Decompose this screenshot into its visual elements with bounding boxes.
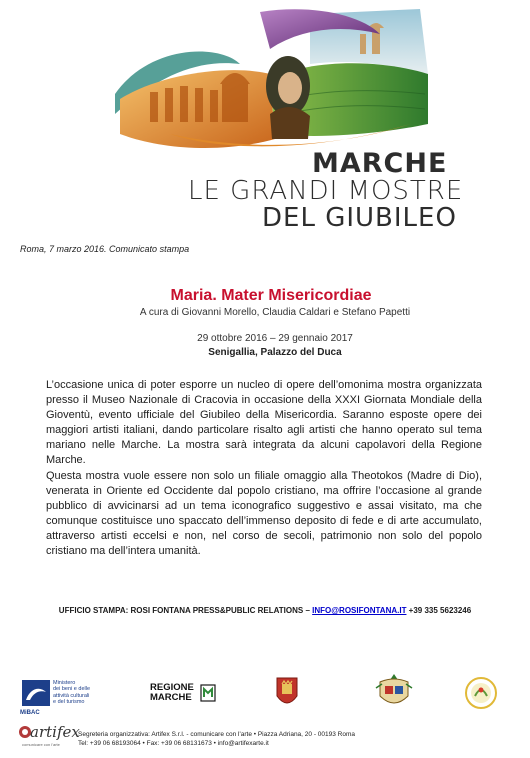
press-office-label: UFFICIO STAMPA: ROSI FONTANA PRESS&PUBLIC RELATIONS –	[58, 606, 313, 615]
footer-line-2: Tel: +39 06 68193064 • Fax: +39 06 68131673 • info@artifexarte.it	[78, 740, 269, 747]
circular-seal-icon	[464, 676, 498, 710]
senigallia-crest-icon	[274, 676, 300, 710]
mibac-logo	[20, 678, 100, 722]
regione-marche-logo	[150, 679, 218, 709]
header-title-line3: DEL GIUBILEO	[262, 203, 457, 233]
body-paragraph-2: Questa mostra vuole essere non solo un filiale omaggio alla Theotokos (Madre di Dio), venerata in Oriente ed Occidente dal popolo cristiano, ma offrire l’occasione al grande pubblico di avvicinarsi ad un tema iconografico suggestivo e assai visitato, ma che comunque costituisce uno spaccato dell’immenso deposito di fede e di arte accumulato, attraverso artisti eccelsi e non, nel corso de secoli, patrimonio non solo del popolo cristiano ma dell’intera umanità.	[46, 469, 482, 558]
header-artwork	[110, 4, 430, 154]
artifex-logo	[18, 720, 80, 752]
press-office	[0, 606, 530, 615]
regione-emblem-icon	[200, 684, 216, 702]
exhibition-dates: 29 ottobre 2016 – 29 gennaio 2017	[197, 333, 353, 344]
dateline: Roma, 7 marzo 2016. Comunicato stampa	[20, 244, 190, 254]
regione-line2: MARCHE	[150, 692, 192, 703]
exhibition-venue: Senigallia, Palazzo del Duca	[208, 347, 342, 358]
header-title-line2: LE GRANDI MOSTRE	[188, 176, 464, 206]
artifex-tagline: comunicare con l'arte	[22, 742, 60, 747]
press-email-link[interactable]: INFO@ROSIFONTANA.IT	[312, 606, 407, 615]
mibac-emblem-icon	[20, 678, 52, 708]
artifex-wordmark: artifex	[30, 723, 80, 741]
footer-line-1: Segreteria organizzativa: Artifex S.r.l. - comunicare con l'arte • Piazza Adriana, 20 - 00193 Roma	[78, 731, 356, 738]
exhibition-title: Maria. Mater Misericordiae	[170, 287, 372, 304]
mibac-abbr: MiBAC	[20, 710, 40, 716]
mibac-text: Ministero dei beni e delle attività culturali e del turismo	[53, 680, 91, 706]
regione-line1: REGIONE	[150, 682, 194, 693]
header-title-line1: MARCHE	[312, 148, 448, 179]
body-paragraph-1: L’occasione unica di poter esporre un nucleo di opere dell’omonima mostra organizzata presso il Museo Nazionale di Cracovia in occasione della XXXI Giornata Mondiale della Gioventù, evento ufficiale del Giubileo della Misericordia. Saranno esposte opere dei maggiori artisti italiani, dando particolare risalto agli artisti che hanno operato sul tema mariano nelle Marche. La mostra sarà integrata da alcuni capolavori della Regione Marche.	[46, 379, 482, 467]
press-phone: +39 335 5623246	[406, 606, 472, 615]
footer-contact	[78, 730, 355, 748]
body-text	[46, 378, 482, 559]
diocese-crest-icon	[374, 672, 414, 712]
exhibition-curators: A cura di Giovanni Morello, Claudia Caldari e Stefano Papetti	[139, 307, 411, 318]
